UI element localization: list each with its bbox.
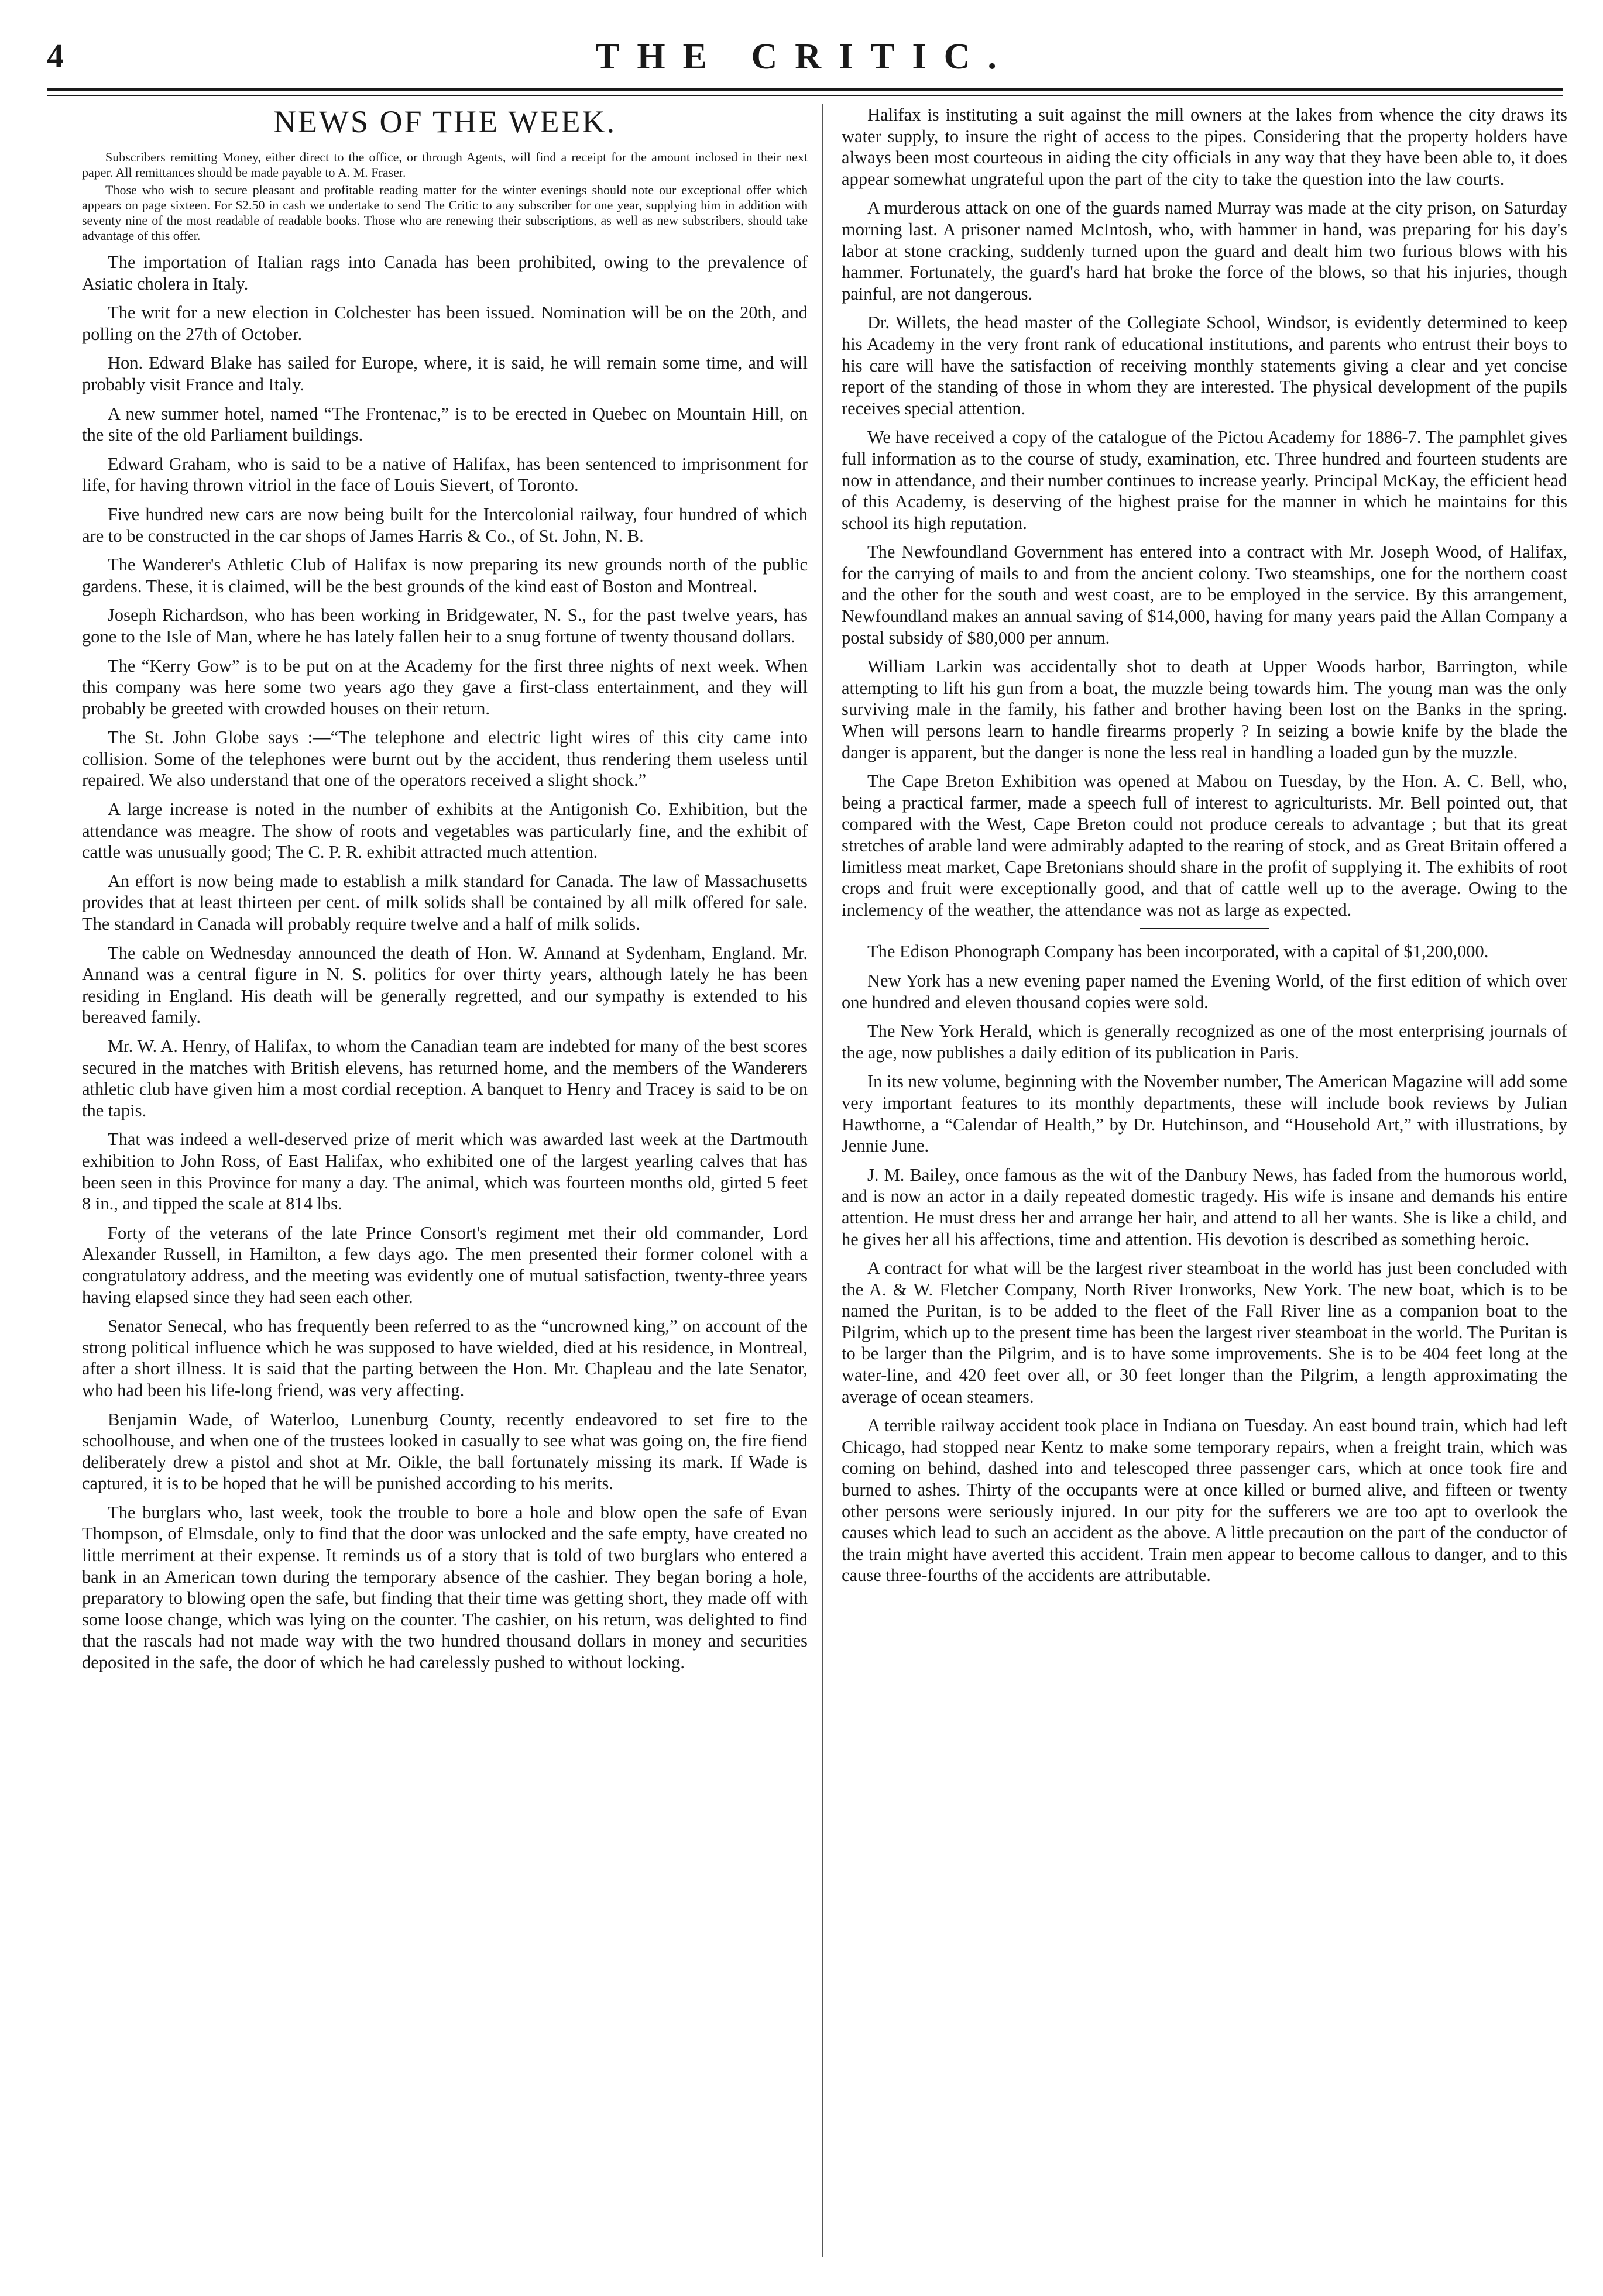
news-item: The Newfoundland Government has entered into a contract with Mr. Joseph Wood, of Halifax, for the carrying of mails to and from the ancient colony. Two steamships, one for the northern coast and the other for the south and west coast, are to be employed in the service. By this arrangement, Newfoundland makes an annual saving of $14,000, having for many years paid the Allan Company a postal subsidy of $80,000 per annum. [842, 542, 1567, 648]
news-item: The St. John Globe says :—“The telephone and electric light wires of this city came into collision. Some of the telephones were burnt out by the accident, thus rendering them useless until repaired. We also understand that one of the operators received a slight shock.” [82, 727, 808, 790]
right-news-items-bottom [842, 941, 1567, 1586]
column-divider [822, 104, 823, 2257]
news-item: The Wanderer's Athletic Club of Halifax is now preparing its new grounds north of the public gardens. These, it is claimed, will be the best grounds of the kind east of Boston and Montreal. [82, 555, 808, 596]
news-item: Senator Senecal, who has frequently been referred to as the “uncrowned king,” on account of the strong political influence which he was supposed to have wielded, died at his residence, in Montreal, after a short illness. It is said that the parting between the Hon. Mr. Chapleau and the late Senator, who had been his life-long friend, was very affecting. [82, 1316, 808, 1400]
news-item: A large increase is noted in the number of exhibits at the Antigonish Co. Exhibition, but the attendance was meagre. The show of roots and vegetables was particularly fine, and the exhibit of cattle was unusually good; The C. P. R. exhibit attracted much attention. [82, 799, 808, 862]
left-news-items [82, 252, 808, 1673]
news-item: The Cape Breton Exhibition was opened at Mabou on Tuesday, by the Hon. A. C. Bell, who, being a practical farmer, made a speech full of interest to agriculturists. Mr. Bell pointed out, that compared with the West, Cape Breton could not produce cereals to advantage ; but that its great stretches of arable land were admirably adapted to the rearing of stock, and as Great Britain offered a limitless meat market, Cape Bretonians should share in the profit of supplying it. The exhibits of root crops and fruit were exceptionally good, and that of cattle well up to the average. Owing to the inclemency of the weather, the attendance was not as large as expected. [842, 771, 1567, 920]
news-item: New York has a new evening paper named the Evening World, of the first edition of which over one hundred and eleven thousand copies were sold. [842, 970, 1567, 1012]
news-item: Mr. W. A. Henry, of Halifax, to whom the Canadian team are indebted for many of the best scores secured in the matches with British elevens, has returned home, and the members of the Wanderers athletic club have given him a most cordial reception. A banquet to Henry and Tracey is said to be on the tapis. [82, 1036, 808, 1120]
section-separator [1140, 928, 1269, 929]
news-item: A terrible railway accident took place in Indiana on Tuesday. An east bound train, which had left Chicago, had stopped near Kentz to make some temporary repairs, when a freight train, which was coming on behind, dashed into and telescoped three passenger cars, which at once took fire and burned to ashes. Thirty of the occupants were at once killed or burned alive, and fifteen or twenty other persons were seriously injured. In our pity for the sufferers we are too apt to overlook the causes which lead to such an accident as the above. A little precaution on the part of the conductor of the train might have averted this accident. Train men appear to become callous to danger, and to this cause three-fourths of the accidents are attributable. [842, 1415, 1567, 1586]
news-item: Dr. Willets, the head master of the Collegiate School, Windsor, is evidently determined to keep his Academy in the very front rank of educational institutions, and parents who entrust their boys to his care will have the satisfaction of receiving monthly statements giving a clear and yet concise report of the standing of those in whom they are interested. The physical development of the pupils receives special attention. [842, 312, 1567, 418]
news-item: The Edison Phonograph Company has been incorporated, with a capital of $1,200,000. [867, 941, 1489, 962]
news-item: The “Kerry Gow” is to be put on at the Academy for the first three nights of next week. When this company was here some two years ago they gave a first-class entertainment, and they will probably be greeted with crowded houses on their return. [82, 655, 808, 719]
news-item: The New York Herald, which is generally recognized as one of the most enterprising journals of the age, now publishes a daily edition of its publication in Paris. [842, 1021, 1567, 1063]
news-item: Benjamin Wade, of Waterloo, Lunenburg County, recently endeavored to set fire to the schoolhouse, and when one of the trustees looked in casually to see what was going on, the fire fiend deliberately drew a pistol and shot at Mr. Oikle, the ball fortunately missing its mark. If Wade is captured, it is to be hoped that he will be punished according to his merits. [82, 1409, 808, 1494]
section-title: NEWS OF THE WEEK. [273, 104, 616, 139]
page-number: 4 [47, 37, 64, 75]
news-item: That was indeed a well-deserved prize of merit which was awarded last week at the Dartmouth exhibition to John Ross, of East Halifax, who exhibited one of the largest yearling calves that has been seen in this Province for many a day. The animal, which was fourteen months old, girted 5 feet 8 in., and tipped the scale at 814 lbs. [82, 1129, 808, 1214]
news-item: A contract for what will be the largest river steamboat in the world has just been concluded with the A. & W. Fletcher Company, North River Ironworks, New York. The new boat, which is to be named the Puritan, is to be added to the fleet of the Fall River line as a companion boat to the Pilgrim, which up to the present time has been the largest river steamboat in the world. The Puritan is to be larger than the Pilgrim, and is to have some improvements. She is to be 404 feet long at the water-line, and 420 feet over all, or 30 feet longer than the Pilgrim, a length approximating the average of ocean steamers. [842, 1258, 1567, 1407]
header-rule-thin [47, 95, 1563, 96]
left-column [82, 104, 808, 2269]
masthead [47, 36, 1563, 83]
subscriber-notice: Those who wish to secure pleasant and profitable reading matter for the winter evenings should note our exceptional offer which appears on page sixteen. For $2.50 in cash we undertake to send The Critic to any subscriber for one year, supplying him in addition with seventy nine of the most readable of readable books. Those who are renewing their subscriptions, as well as new subscribers, should take advantage of this offer. [82, 183, 808, 243]
news-item: In its new volume, beginning with the November number, The American Magazine will add some very important features to its monthly departments, these will include book reviews by Julian Hawthorne, a “Calendar of Health,” by Dr. Hutchinson, and “Household Art,” with illustrations, by Jennie June. [842, 1071, 1567, 1156]
news-item: The cable on Wednesday announced the death of Hon. W. Annand at Sydenham, England. Mr. Annand was a central figure in N. S. politics for over thirty years, although lately he has been residing in England. His death will be generally regretted, and our sympathy is extended to his bereaved family. [82, 943, 808, 1027]
news-item: The burglars who, last week, took the trouble to bore a hole and blow open the safe of Evan Thompson, of Elmsdale, only to find that the door was unlocked and the safe empty, have created no little merriment at their expense. It reminds us of a story that is told of two burglars who entered a bank in an American town during the temporary absence of the cashier. They began boring a hole, preparatory to blowing open the safe, but finding that their time was getting short, they made off with some loose change, which was lying on the counter. The cashier, on his return, was delighted to find that the rascals had not made way with the two hundred thousand dollars in money and securities deposited in the safe, the door of which he had carelessly pushed to without locking. [82, 1502, 808, 1673]
news-item: The writ for a new election in Colchester has been issued. Nomination will be on the 20th, and polling on the 27th of October. [82, 303, 808, 344]
right-column [842, 104, 1567, 2269]
paper-title: THE CRITIC. [595, 37, 1014, 77]
news-item: A murderous attack on one of the guards named Murray was made at the city prison, on Saturday morning last. A prisoner named McIntosh, who, with hammer in hand, was preparing for his day's labor at stone cracking, suddenly turned upon the guard and dealt him two furious blows with his hammer. Fortunately, the guard's hard hat broke the force of the blows, so that his injuries, though painful, are not dangerous. [842, 198, 1567, 304]
subscriber-notices [82, 150, 808, 243]
news-item: Hon. Edward Blake has sailed for Europe, where, it is said, he will remain some time, and will probably visit France and Italy. [82, 353, 808, 394]
news-item: Edward Graham, who is said to be a native of Halifax, has been sentenced to imprisonment for life, for having thrown vitriol in the face of Louis Sievert, of Toronto. [82, 453, 808, 496]
news-item: William Larkin was accidentally shot to death at Upper Woods harbor, Barrington, while attempting to lift his gun from a boat, the muzzle being towards him. The young man was the only surviving male in the family, his father and brother having been lost on the Banks in the spring. When will persons learn to handle firearms properly ? In seizing a bowie knife by the blade the danger is apparent, but the danger is none the less real in handling a loaded gun by the muzzle. [842, 657, 1567, 762]
right-news-items-top [842, 104, 1567, 920]
news-item: Halifax is instituting a suit against the mill owners at the lakes from whence the city draws its water supply, to insure the right of access to the pipes. Considering that the property holders have always been most courteous in aiding the city officials in any way that they have been able to, it does appear somewhat ungrateful upon the part of the city to take the question into the law courts. [842, 105, 1567, 189]
news-item: We have received a copy of the catalogue of the Pictou Academy for 1886-7. The pamphlet gives full information as to the course of study, examination, etc. Three hundred and fourteen students are now in attendance, and their number continues to increase yearly. Principal McKay, the efficient head of this Academy, is deserving of the highest praise for the manner in which he maintains for this school its high reputation. [842, 427, 1567, 533]
news-item: A new summer hotel, named “The Frontenac,” is to be erected in Quebec on Mountain Hill, on the site of the old Parliament buildings. [82, 403, 808, 445]
subscriber-notice: Subscribers remitting Money, either direct to the office, or through Agents, will find a receipt for the amount inclosed in their next paper. All remittances should be made payable to A. M. Fraser. [82, 150, 808, 180]
news-item: An effort is now being made to establish a milk standard for Canada. The law of Massachusetts provides that at least thirteen per cent. of milk solids shall be contained by all milk offered for sale. The standard in Canada will probably require twelve and a half of milk solids. [82, 871, 808, 934]
news-item: Five hundred new cars are now being built for the Intercolonial railway, four hundred of which are to be constructed in the car shops of James Harris & Co., of St. John, N. B. [82, 504, 808, 546]
news-item: Joseph Richardson, who has been working in Bridgewater, N. S., for the past twelve years, has gone to the Isle of Man, where he has lately fallen heir to a snug fortune of twenty thousand dollars. [82, 605, 808, 647]
header-rule-thick [47, 88, 1563, 91]
news-item: Forty of the veterans of the late Prince Consort's regiment met their old commander, Lord Alexander Russell, in Hamilton, a few days ago. The men presented their former colonel with a congratulatory address, and the meeting was evidently one of mutual satisfaction, twenty-three years having elapsed since they had seen each other. [82, 1222, 808, 1307]
news-item: The importation of Italian rags into Canada has been prohibited, owing to the prevalence of Asiatic cholera in Italy. [82, 252, 808, 294]
news-item: J. M. Bailey, once famous as the wit of the Danbury News, has faded from the humorous world, and is now an actor in a daily repeated domestic tragedy. His wife is insane and demands his entire attention. He must dress her and arrange her hair, and attend to all her wants. She is like a child, and he gives her all his affections, time and attention. His devotion is described as something heroic. [842, 1164, 1567, 1249]
